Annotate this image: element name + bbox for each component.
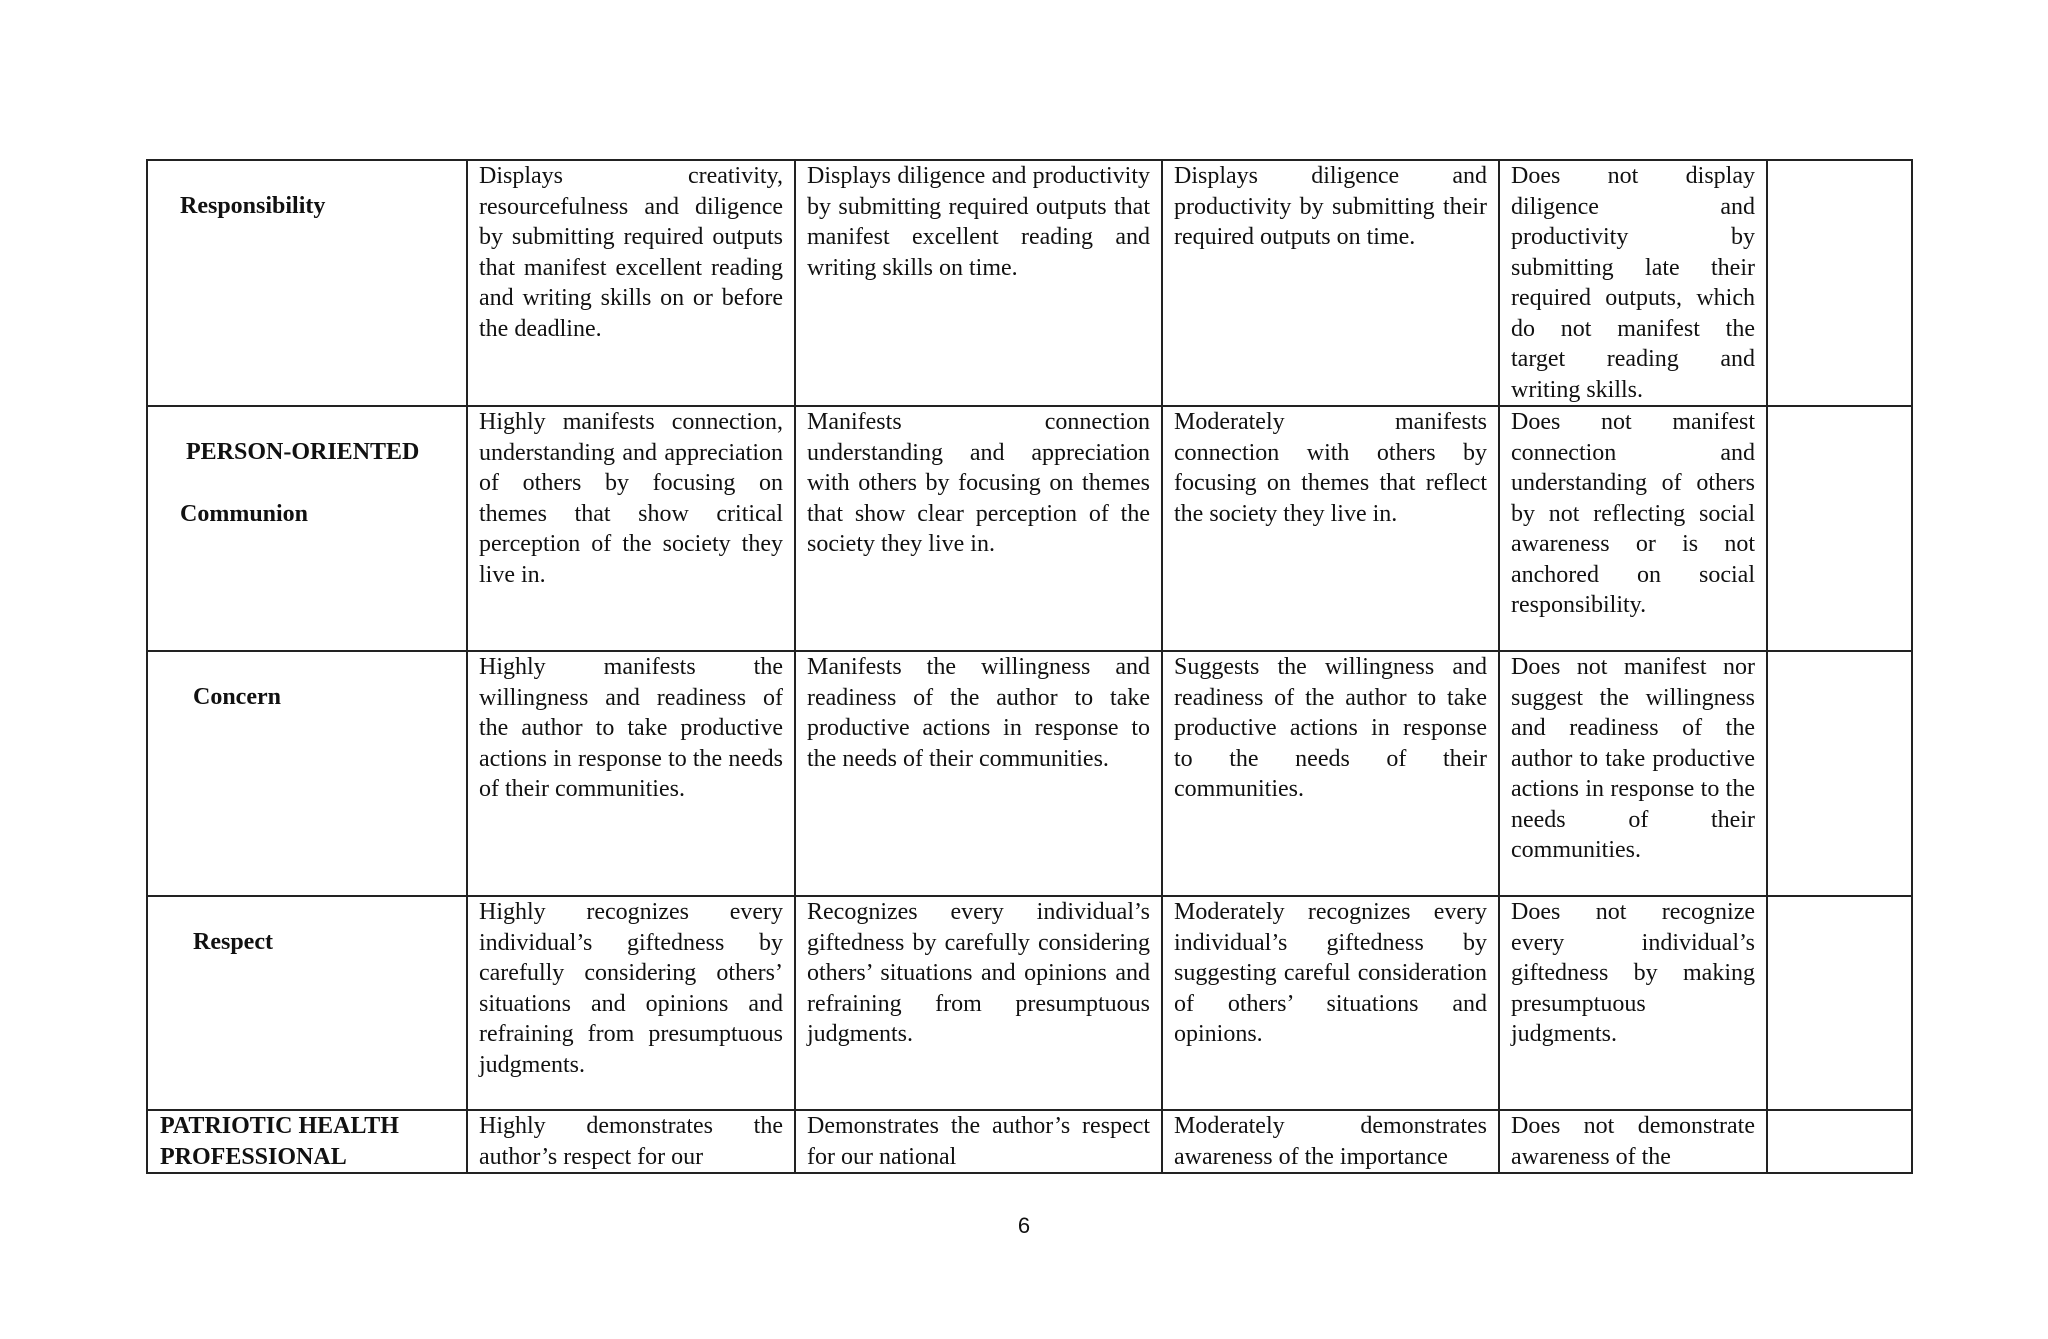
rubric-row-concern	[147, 651, 1912, 896]
level-4-cell: Does not manifest nor suggest the willingness and readiness of the author to take productive actions in response to the needs of their communities.	[1499, 651, 1767, 896]
level-1-cell: Highly recognizes every individual’s giftedness by carefully considering others’ situations and opinions and refraining from presumptuous judgments.	[467, 896, 795, 1110]
score-cell	[1767, 1110, 1912, 1173]
level-3-cell: Suggests the willingness and readiness of the author to take productive actions in response to the needs of their communities.	[1162, 651, 1499, 896]
rubric-table	[146, 159, 1913, 1174]
level-1-cell: Displays creativity, resourcefulness and diligence by submitting required outputs that manifest excellent reading and writing skills on or before the deadline.	[467, 160, 795, 406]
criterion-cell	[147, 1110, 467, 1173]
category-heading: PATRIOTIC HEALTH PROFESSIONAL	[160, 1113, 399, 1170]
criterion-label: Concern	[193, 684, 281, 710]
level-2-cell: Demonstrates the author’s respect for our national	[795, 1110, 1162, 1173]
level-2-cell: Displays diligence and productivity by submitting required outputs that manifest excellent reading and writing skills on time.	[795, 160, 1162, 406]
score-cell	[1767, 651, 1912, 896]
page-number: 6	[1017, 1213, 1031, 1238]
criterion-label: Respect	[193, 929, 273, 955]
level-1-cell: Highly manifests connection, understanding and appreciation of others by focusing on themes that show critical perception of the society they live in.	[467, 406, 795, 651]
criterion-label: Communion	[180, 500, 309, 527]
criterion-cell	[147, 651, 467, 896]
level-2-cell: Recognizes every individual’s giftedness by carefully considering others’ situations and opinions and refraining from presumptuous judgments.	[795, 896, 1162, 1110]
level-3-cell: Displays diligence and productivity by submitting their required outputs on time.	[1162, 160, 1499, 406]
score-cell	[1767, 160, 1912, 406]
level-1-cell: Highly manifests the willingness and readiness of the author to take productive actions in response to the needs of their communities.	[467, 651, 795, 896]
level-2-cell: Manifests the willingness and readiness of the author to take productive actions in response to the needs of their communities.	[795, 651, 1162, 896]
criterion-label: Responsibility	[180, 193, 326, 219]
rubric-row-patriotic	[147, 1110, 1912, 1173]
criterion-cell	[147, 406, 467, 651]
score-cell	[1767, 896, 1912, 1110]
criterion-cell	[147, 896, 467, 1110]
criterion-cell	[147, 160, 467, 406]
rubric-row-communion	[147, 406, 1912, 651]
rubric-row-respect	[147, 896, 1912, 1110]
level-4-cell: Does not recognize every individual’s giftedness by making presumptuous judgments.	[1499, 896, 1767, 1110]
level-1-cell: Highly demonstrates the author’s respect for our	[467, 1110, 795, 1173]
level-3-cell: Moderately demonstrates awareness of the importance	[1162, 1110, 1499, 1173]
level-4-cell: Does not demonstrate awareness of the	[1499, 1110, 1767, 1173]
rubric-row-responsibility	[147, 160, 1912, 406]
level-3-cell: Moderately recognizes every individual’s giftedness by suggesting careful consideration of others’ situations and opinions.	[1162, 896, 1499, 1110]
level-2-cell: Manifests connection understanding and appreciation with others by focusing on themes that show clear perception of the society they live in.	[795, 406, 1162, 651]
level-4-cell: Does not display diligence and productivity by submitting late their required outputs, which do not manifest the target reading and writing skills.	[1499, 160, 1767, 406]
category-heading: PERSON-ORIENTED	[186, 439, 420, 465]
level-3-cell: Moderately manifests connection with others by focusing on themes that reflect the society they live in.	[1162, 406, 1499, 651]
level-4-cell: Does not manifest connection and understanding of others by not reflecting social awareness or is not anchored on social responsibility.	[1499, 406, 1767, 651]
score-cell	[1767, 406, 1912, 651]
